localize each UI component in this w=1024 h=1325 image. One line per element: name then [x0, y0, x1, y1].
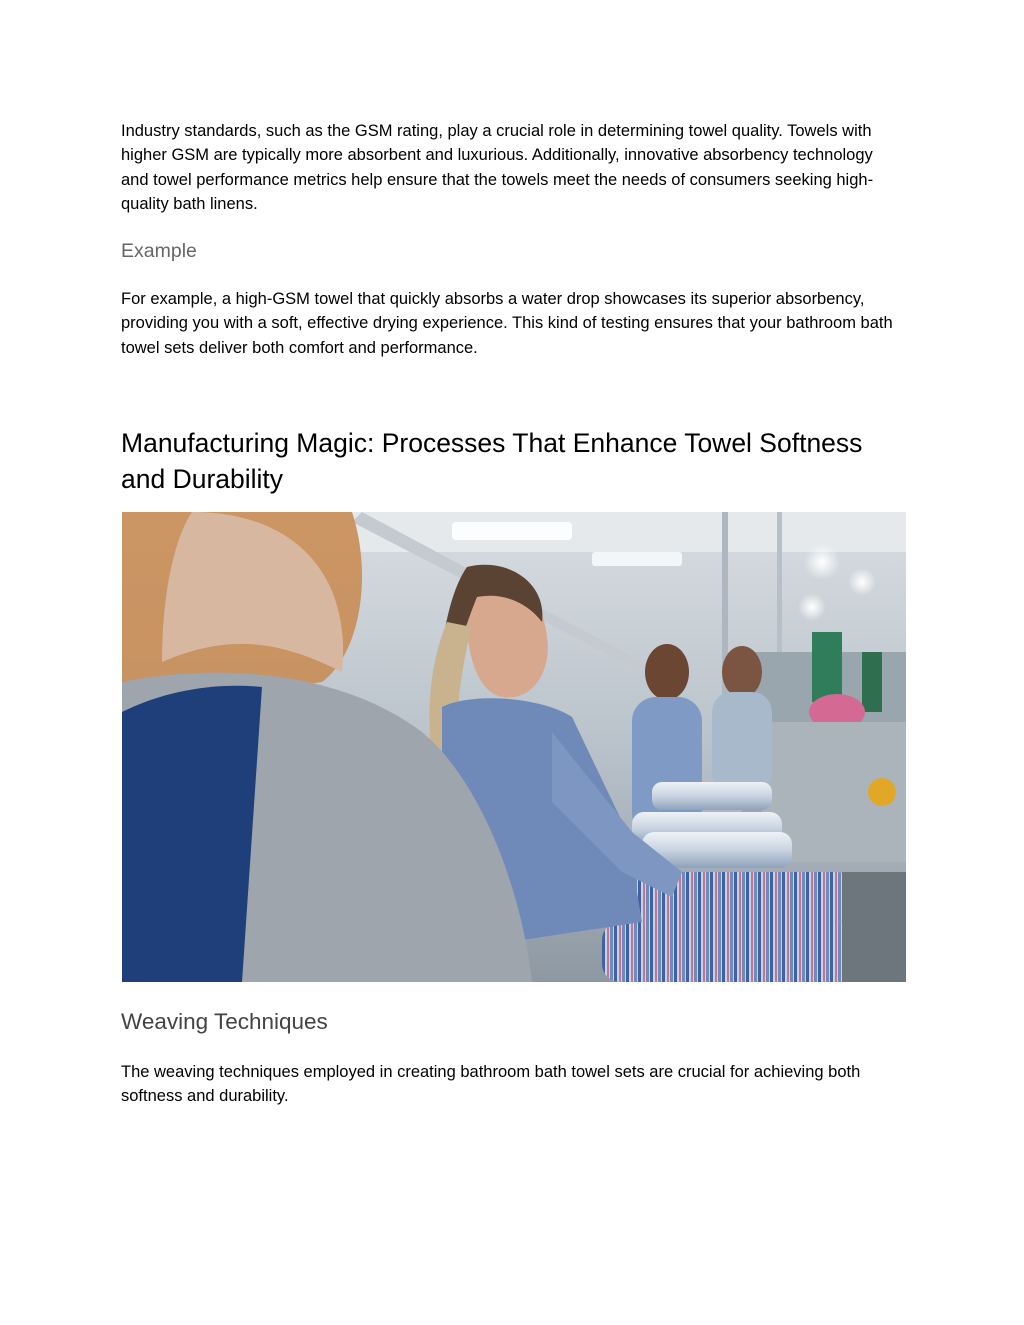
weaving-paragraph: The weaving techniques employed in creating bathroom bath towel sets are crucial for achieving both softness and durability.: [121, 1063, 861, 1106]
factory-workers-photo: [122, 512, 906, 982]
example-paragraph: For example, a high-GSM towel that quickly absorbs a water drop showcases its superior absorbency, providing you with a soft, effective drying experience. This kind of testing ensures that your bathroom bath towel sets deliver both comfort and performance.: [121, 290, 893, 357]
example-heading: Example: [121, 240, 197, 262]
intro-paragraph: Industry standards, such as the GSM rating, play a crucial role in determining towel quality. Towels with higher GSM are typically more absorbent and luxurious. Additionally, innovative absorbency technology and towel performance metrics help ensure that the towels meet the needs of consumers seeking high-quality bath linens.: [121, 122, 874, 214]
section-heading: Manufacturing Magic: Processes That Enhance Towel Softness and Durability: [121, 428, 863, 494]
weaving-heading: Weaving Techniques: [121, 1009, 328, 1034]
